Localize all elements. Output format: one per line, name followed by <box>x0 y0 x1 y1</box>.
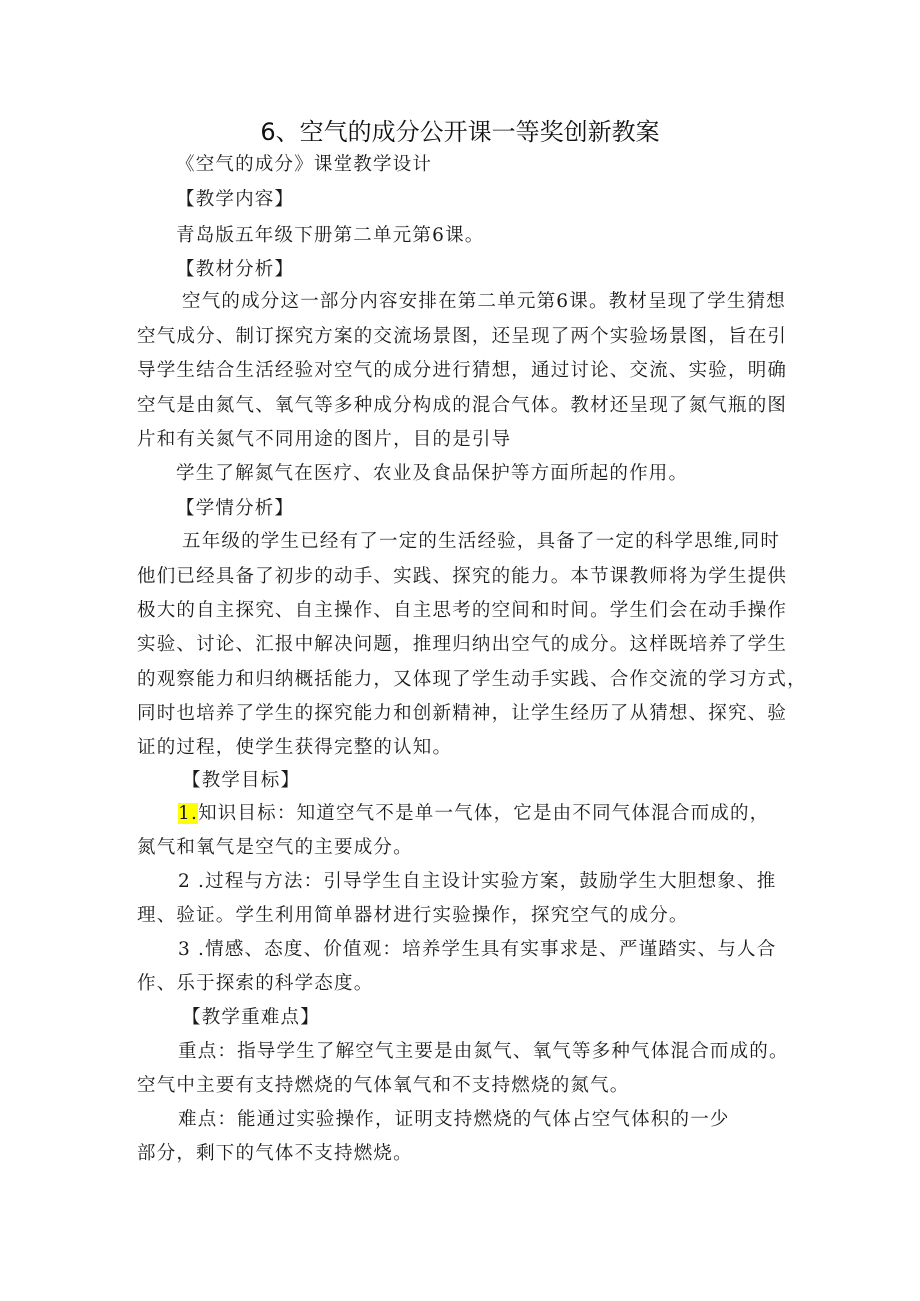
paragraph-line: 作、乐于探索的科学态度。 <box>137 973 374 994</box>
goal-1-text: 知识目标：知道空气不是单一气体，它是由不同气体混合而成的， <box>198 803 770 824</box>
section-heading-material: 【教材分析】 <box>176 259 295 280</box>
highlighted-number: 1. <box>178 803 199 824</box>
paragraph-line: 空气成分、制订探究方案的交流场景图，还呈现了两个实验场景图，旨在引 <box>137 326 788 347</box>
paragraph-line: 极大的自主探究、自主操作、自主思考的空间和时间。学生们会在动手操作 <box>137 600 788 621</box>
paragraph-line: 同时也培养了学生的探究能力和创新精神，让学生经历了从猜想、探究、验 <box>137 703 788 724</box>
section-heading-key: 【教学重难点】 <box>182 1007 320 1028</box>
paragraph-line: 导学生结合生活经验对空气的成分进行猜想，通过讨论、交流、实验，明确 <box>137 360 788 381</box>
section-heading-goals: 【教学目标】 <box>182 770 301 791</box>
paragraph-line: 理、验证。学生利用简单器材进行实验操作，探究空气的成分。 <box>137 905 689 926</box>
paragraph-line: 的观察能力和归纳概括能力，又体现了学生动手实践、合作交流的学习方式， <box>137 669 807 690</box>
paragraph-line: 学生了解氮气在医疗、农业及食品保护等方面所起的作用。 <box>176 463 689 484</box>
paragraph-line: 片和有关氮气不同用途的图片，目的是引导 <box>137 429 512 450</box>
paragraph-line: 难点：能通过实验操作，证明支持燃烧的气体占空气体积的一少 <box>178 1109 730 1130</box>
paragraph-line: 五年级的学生已经有了一定的生活经验，具备了一定的科学思维,同时 <box>182 531 781 552</box>
paragraph-line: 青岛版五年级下册第二单元第6课。 <box>176 225 485 246</box>
paragraph-line: 空气是由氮气、氧气等多种成分构成的混合气体。教材还呈现了氮气瓶的图 <box>137 395 788 416</box>
goal-1-line <box>178 801 769 827</box>
paragraph-line: 实验、讨论、汇报中解决问题，推理归纳出空气的成分。这样既培养了学生 <box>137 634 788 655</box>
section-heading-student: 【学情分析】 <box>176 498 295 519</box>
paragraph-line: 他们已经具备了初步的动手、实践、探究的能力。本节课教师将为学生提供 <box>137 566 788 587</box>
paragraph-line: 氮气和氧气是空气的主要成分。 <box>137 837 413 858</box>
paragraph-line: 空气中主要有支持燃烧的气体氧气和不支持燃烧的氮气。 <box>137 1075 630 1096</box>
paragraph-line: 重点：指导学生了解空气主要是由氮气、氧气等多种气体混合而成的。 <box>178 1041 789 1062</box>
paragraph-line: 部分，剩下的气体不支持燃烧。 <box>137 1143 413 1164</box>
section-heading-content: 【教学内容】 <box>176 189 295 210</box>
paragraph-line: 证的过程，使学生获得完整的认知。 <box>137 737 453 758</box>
paragraph-line: 2 .过程与方法：引导学生自主设计实验方案，鼓励学生大胆想象、推 <box>178 871 777 892</box>
page-title: 6、空气的成分公开课一等奖创新教案 <box>260 118 660 146</box>
paragraph-line: 3 .情感、态度、价值观：培养学生具有实事求是、严谨踏实、与人合 <box>178 939 777 960</box>
subtitle: 《空气的成分》课堂教学设计 <box>176 154 433 175</box>
paragraph-line: 空气的成分这一部分内容安排在第二单元第6课。教材呈现了学生猜想 <box>182 291 786 312</box>
